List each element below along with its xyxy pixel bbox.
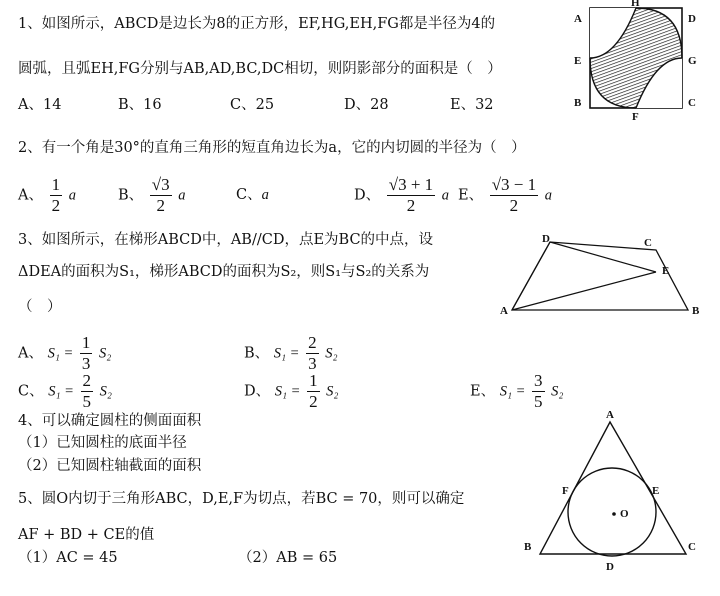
q5-label-f: F — [562, 485, 569, 497]
q5-label-a: A — [606, 409, 614, 421]
q5-incircle — [568, 468, 656, 556]
q5-label-b: B — [524, 541, 532, 553]
q1-label-h: H — [631, 0, 640, 9]
q5-triangle-figure — [520, 404, 720, 576]
q4-condition-1: （1）已知圆柱的底面半径 — [18, 435, 187, 451]
q5-line1: 5、圆O内切于三角形ABC，D,E,F为切点，若BC = 70，则可以确定 — [18, 491, 465, 507]
q5-label-c: C — [688, 541, 696, 553]
q2-option-b-fraction: $\frac{√3}{2}$ — [151, 175, 170, 215]
q5-label-o: O — [620, 508, 629, 520]
q5-line2: AF + BD + CE的值 — [18, 527, 155, 543]
q1-line1: 1、如图所示，ABCD是边长为8的正方形，EF,HG,EH,FG都是半径为4的 — [18, 16, 496, 32]
q2-option-a: A、 $\frac{1}{2}$ a — [18, 175, 76, 215]
q3-label-c: C — [644, 237, 652, 249]
q1-line2: 圆弧，且弧EH,FG分别与AB,AD,BC,DC相切，则阴影部分的面积是（ ） — [18, 61, 502, 77]
q3-label-e: E — [662, 265, 670, 277]
q3-line1: 3、如图所示，在梯形ABCD中，AB//CD，点E为BC的中点，设 — [18, 232, 434, 248]
q5-label-e: E — [652, 485, 660, 497]
q3-line3: （ ） — [18, 299, 62, 315]
q1-label-b: B — [574, 97, 582, 109]
q1-option-b: B、16 — [118, 97, 162, 113]
q3-trapezoid-figure — [494, 230, 714, 320]
q4-condition-2: （2）已知圆柱轴截面的面积 — [18, 458, 202, 474]
q3-option-b: B、 S₁ = $\frac{2}{3}$ S₂ — [244, 333, 338, 373]
q1-label-f: F — [632, 111, 639, 120]
q2-option-d: D、 $\frac{√3 + 1}{2}$ a — [354, 175, 450, 215]
q1-option-e: E、32 — [450, 97, 494, 113]
q2-option-a-fraction: $\frac{1}{2}$ — [51, 175, 61, 215]
q3-option-d-fraction: $\frac{1}{2}$ — [309, 371, 318, 411]
q3-line2: ΔDEA的面积为S₁，梯形ABCD的面积为S₂，则S₁与S₂的关系为 — [18, 264, 430, 280]
q1-option-a: A、14 — [18, 97, 62, 113]
q2-option-d-fraction: $\frac{√3 + 1}{2}$ — [388, 175, 434, 215]
q3-option-d: D、 S₁ = $\frac{1}{2}$ S₂ — [244, 371, 339, 411]
q5-condition-1: （1）AC = 45 — [18, 550, 118, 566]
q3-option-a: A、 S₁ = $\frac{1}{3}$ S₂ — [18, 333, 112, 373]
q3-label-b: B — [692, 305, 700, 317]
q1-option-d: D、28 — [344, 97, 389, 113]
q1-square-figure — [568, 0, 718, 120]
q2-option-b: B、 $\frac{√3}{2}$ a — [118, 175, 186, 215]
q1-option-c: C、25 — [230, 97, 275, 113]
q4-text: 4、可以确定圆柱的侧面面积 — [18, 413, 202, 429]
q3-segment-da — [512, 242, 550, 310]
q2-option-c: C、a — [236, 187, 269, 203]
q3-option-c-fraction: $\frac{2}{5}$ — [82, 371, 92, 411]
q3-option-b-fraction: $\frac{2}{3}$ — [308, 333, 317, 373]
q2-option-e: E、 $\frac{√3 - 1}{2}$ a — [458, 175, 552, 215]
q1-label-e: E — [574, 55, 582, 67]
q1-label-g: G — [688, 55, 697, 67]
q1-label-a: A — [574, 13, 582, 25]
q5-center-point — [612, 512, 616, 516]
q3-segment-ae — [512, 272, 656, 310]
q3-option-e: E、 S₁ = $\frac{3}{5}$ S₂ — [470, 371, 564, 411]
q2-text: 2、有一个角是30°的直角三角形的短直角边长为a，它的内切圆的半径为（ ） — [18, 140, 526, 156]
q5-condition-2: （2）AB = 65 — [238, 550, 338, 566]
q1-label-c: C — [688, 97, 696, 109]
q1-label-d: D — [688, 13, 696, 25]
q3-option-c: C、 S₁ = $\frac{2}{5}$ S₂ — [18, 371, 112, 411]
q3-label-a: A — [500, 305, 508, 317]
q3-label-d: D — [542, 233, 550, 245]
q5-label-d: D — [606, 561, 614, 573]
q2-option-e-fraction: $\frac{√3 - 1}{2}$ — [491, 175, 537, 215]
q2-option-a-label: A、 — [18, 187, 43, 204]
q3-option-a-fraction: $\frac{1}{3}$ — [81, 333, 91, 373]
q3-option-e-fraction: $\frac{3}{5}$ — [534, 371, 543, 411]
